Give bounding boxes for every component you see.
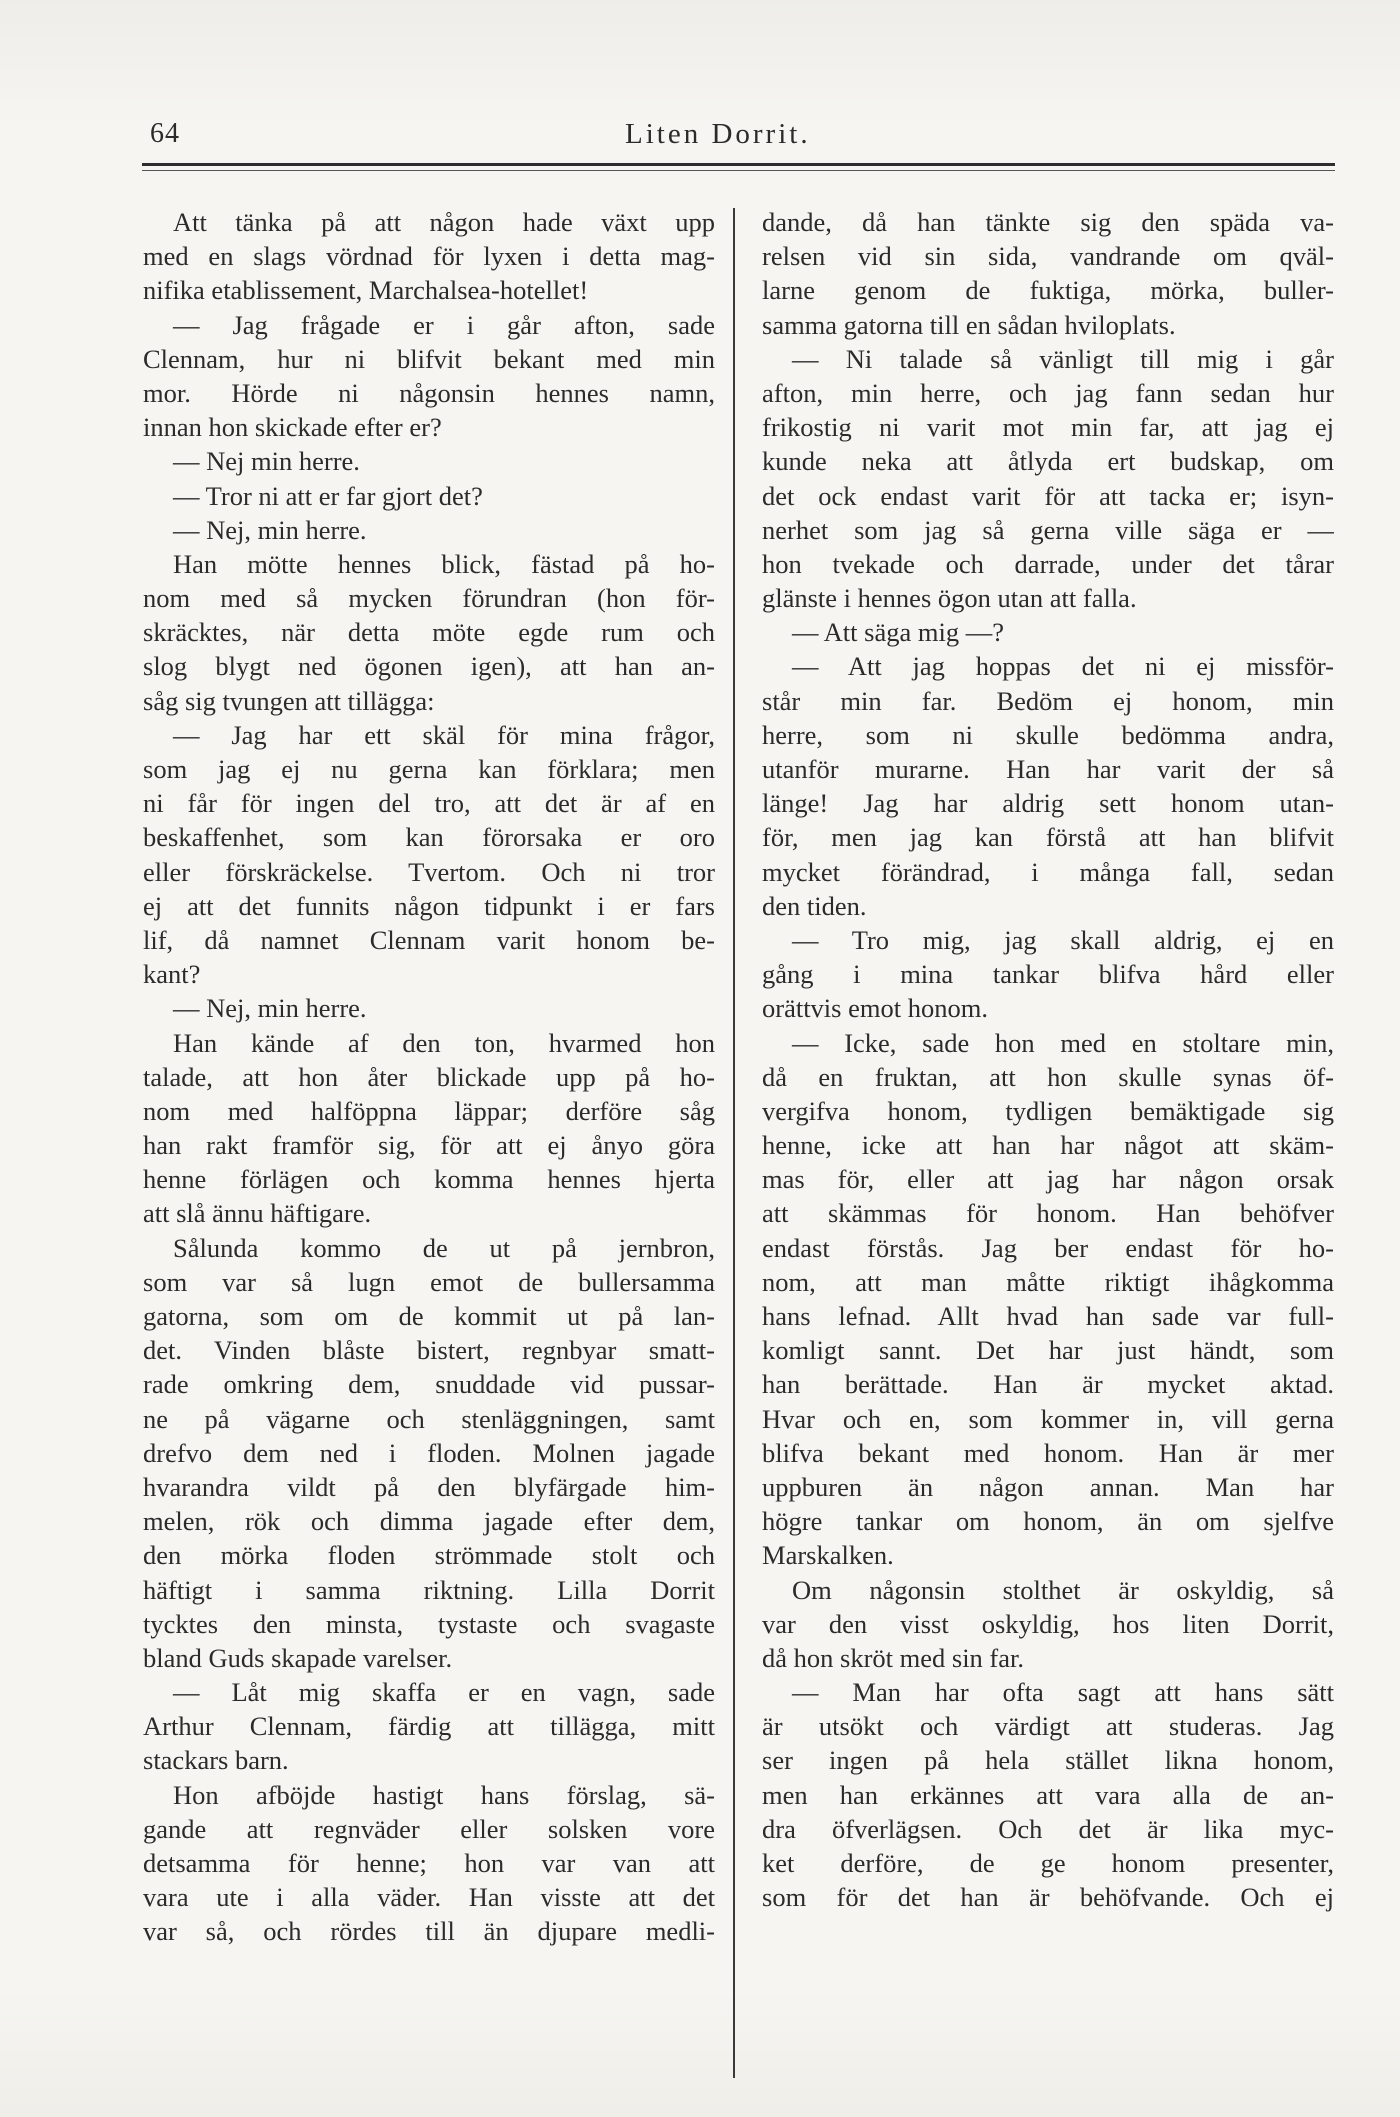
text-line: relsen vid sin sida, vandrande om qväl- bbox=[762, 241, 1334, 272]
text-line: — Ni talade så vänligt till mig i går bbox=[792, 343, 1334, 374]
text-line: som för det han är behöfvande. Och ej bbox=[762, 1882, 1334, 1913]
page-number: 64 bbox=[150, 118, 180, 149]
text-line: mor. Hörde ni någonsin hennes namn, bbox=[143, 377, 715, 408]
text-line: herre, som ni skulle bedömma andra, bbox=[762, 719, 1334, 750]
text-line: Hon afböjde hastigt hans förslag, sä- bbox=[173, 1779, 715, 1810]
text-line: står min far. Bedöm ej honom, min bbox=[762, 685, 1334, 716]
running-title: Liten Dorrit. bbox=[625, 118, 811, 150]
text-line: frikostig ni varit mot min far, att jag ej bbox=[762, 412, 1334, 443]
text-line: tycktes den minsta, tystaste och svagaste bbox=[143, 1608, 715, 1639]
text-line: han berättade. Han är mycket aktad. bbox=[762, 1369, 1334, 1400]
header-rule bbox=[142, 163, 1335, 166]
text-line: orättvis emot honom. bbox=[762, 993, 988, 1024]
text-line: henne, icke att han har något att skäm- bbox=[762, 1130, 1334, 1161]
text-line: mycket förändrad, i många fall, sedan bbox=[762, 856, 1334, 887]
column-divider bbox=[733, 208, 735, 2078]
text-line: eller förskräckelse. Tvertom. Och ni tror bbox=[143, 856, 715, 887]
text-line: Arthur Clennam, färdig att tillägga, mitt bbox=[143, 1711, 715, 1742]
text-line: det. Vinden blåste bistert, regnbyar smatt- bbox=[143, 1335, 715, 1366]
text-line: — Att jag hoppas det ni ej missför- bbox=[792, 651, 1334, 682]
text-line: den mörka floden strömmade stolt och bbox=[143, 1540, 715, 1571]
text-line: var den visst oskyldig, hos liten Dorrit, bbox=[762, 1608, 1334, 1639]
text-line: var så, och rördes till än djupare medli- bbox=[143, 1916, 715, 1947]
text-line: då hon skröt med sin far. bbox=[762, 1642, 1025, 1673]
text-line: som jag ej nu gerna kan förklara; men bbox=[143, 754, 715, 784]
text-line: utanför murarne. Han har varit der så bbox=[762, 754, 1334, 784]
text-line: — Nej min herre. bbox=[173, 446, 360, 477]
text-line: larne genom de fuktiga, mörka, buller- bbox=[762, 275, 1334, 306]
text-line: gande att regnväder eller solsken vore bbox=[143, 1813, 715, 1844]
text-line: — Tro mig, jag skall aldrig, ej en bbox=[792, 924, 1334, 955]
text-line: vara ute i alla väder. Han visste att det bbox=[143, 1882, 715, 1913]
text-line: hans lefnad. Allt hvad han sade var full- bbox=[762, 1301, 1334, 1331]
text-line: att skämmas för honom. Han behöfver bbox=[762, 1198, 1334, 1229]
text-line: skräcktes, när detta möte egde rum och bbox=[143, 617, 715, 648]
text-line: — Låt mig skaffa er en vagn, sade bbox=[173, 1677, 715, 1708]
text-line: länge! Jag har aldrig sett honom utan- bbox=[762, 788, 1334, 819]
text-line: stackars barn. bbox=[143, 1745, 289, 1776]
text-line: Att tänka på att någon hade växt upp bbox=[173, 207, 715, 237]
text-line: ket derföre, de ge honom presenter, bbox=[762, 1848, 1334, 1878]
text-line: den tiden. bbox=[762, 890, 867, 921]
page-header bbox=[150, 118, 1340, 158]
text-line: endast förstås. Jag ber endast för ho- bbox=[762, 1232, 1334, 1263]
text-line: — Icke, sade hon med en stoltare min, bbox=[792, 1027, 1334, 1058]
text-line: Sålunda kommo de ut på jernbron, bbox=[173, 1232, 715, 1263]
text-line: innan hon skickade efter er? bbox=[143, 412, 442, 443]
text-line: Han mötte hennes blick, fästad på ho- bbox=[173, 548, 715, 579]
text-line: nom, att man måtte riktigt ihågkomma bbox=[762, 1266, 1334, 1297]
text-line: komligt sannt. Det har just händt, som bbox=[762, 1335, 1334, 1366]
text-line: såg sig tvungen att tillägga: bbox=[143, 685, 435, 716]
text-line: med en slags vördnad för lyxen i detta mag- bbox=[143, 241, 715, 272]
text-line: Han kände af den ton, hvarmed hon bbox=[173, 1027, 715, 1058]
text-line: blifva bekant med honom. Han är mer bbox=[762, 1437, 1334, 1468]
text-line: dande, då han tänkte sig den späda va- bbox=[762, 207, 1334, 237]
text-line: Hvar och en, som kommer in, vill gerna bbox=[762, 1403, 1334, 1434]
text-line: häftigt i samma riktning. Lilla Dorrit bbox=[143, 1574, 715, 1605]
text-line: då en fruktan, att hon skulle synas öf- bbox=[762, 1061, 1334, 1092]
text-line: nom med så mycken förundran (hon för- bbox=[143, 583, 715, 614]
text-line: nifika etablissement, Marchalsea-hotellet! bbox=[143, 275, 589, 306]
text-line: dra öfverlägsen. Och det är lika myc- bbox=[762, 1813, 1334, 1844]
text-line: rade omkring dem, snuddade vid pussar- bbox=[143, 1369, 715, 1400]
text-line: drefvo dem ned i floden. Molnen jagade bbox=[143, 1437, 715, 1468]
text-line: nerhet som jag så gerna ville säga er — bbox=[762, 514, 1334, 545]
text-line: bland Guds skapade varelser. bbox=[143, 1642, 453, 1673]
text-line: är utsökt och värdigt att studeras. Jag bbox=[762, 1711, 1334, 1742]
text-line: ne på vägarne och stenläggningen, samt bbox=[143, 1403, 715, 1434]
text-line: det ock endast varit för att tacka er; isyn- bbox=[762, 480, 1334, 511]
text-line: mas för, eller att jag har någon orsak bbox=[762, 1164, 1334, 1195]
text-line: högre tankar om honom, än om sjelfve bbox=[762, 1506, 1334, 1537]
text-line: melen, rök och dimma jagade efter dem, bbox=[143, 1506, 715, 1537]
text-line: glänste i hennes ögon utan att falla. bbox=[762, 583, 1137, 614]
text-line: afton, min herre, och jag fann sedan hur bbox=[762, 377, 1334, 408]
text-line: talade, att hon åter blickade upp på ho- bbox=[143, 1061, 715, 1092]
text-line: Clennam, hur ni blifvit bekant med min bbox=[143, 343, 715, 374]
text-line: han rakt framför sig, för att ej ånyo göra bbox=[143, 1130, 715, 1161]
text-line: uppburen än någon annan. Man har bbox=[762, 1471, 1334, 1502]
text-line: kant? bbox=[143, 959, 201, 990]
text-line: Om någonsin stolthet är oskyldig, så bbox=[792, 1574, 1334, 1605]
text-line: kunde neka att åtlyda ert budskap, om bbox=[762, 446, 1334, 477]
header-rule-thin bbox=[142, 170, 1335, 171]
text-line: för, men jag kan förstå att han blifvit bbox=[762, 822, 1334, 853]
text-line: att slå ännu häftigare. bbox=[143, 1198, 372, 1229]
text-line: — Nej, min herre. bbox=[173, 993, 367, 1024]
text-line: beskaffenhet, som kan förorsaka er oro bbox=[143, 822, 715, 853]
text-line: men han erkännes att vara alla de an- bbox=[762, 1779, 1334, 1810]
text-line: som var så lugn emot de bullersamma bbox=[143, 1266, 715, 1297]
text-line: — Nej, min herre. bbox=[173, 514, 367, 545]
text-line: — Jag har ett skäl för mina frågor, bbox=[173, 719, 715, 750]
text-line: lif, då namnet Clennam varit honom be- bbox=[143, 924, 715, 955]
right-column bbox=[762, 205, 1334, 1914]
text-line: ej att det funnits någon tidpunkt i er fars bbox=[143, 890, 715, 921]
text-line: — Man har ofta sagt att hans sätt bbox=[792, 1677, 1334, 1708]
text-line: ser ingen på hela stället likna honom, bbox=[762, 1745, 1334, 1776]
text-line: gång i mina tankar blifva hård eller bbox=[762, 959, 1334, 990]
text-line: — Tror ni att er far gjort det? bbox=[173, 480, 483, 511]
text-line: gatorna, som om de kommit ut på lan- bbox=[143, 1301, 715, 1331]
text-line: — Att säga mig —? bbox=[792, 617, 1004, 648]
text-line: ni får för ingen del tro, att det är af en bbox=[143, 788, 715, 819]
text-line: Marskalken. bbox=[762, 1540, 894, 1571]
text-line: samma gatorna till en sådan hviloplats. bbox=[762, 309, 1176, 340]
text-line: slog blygt ned ögonen igen), att han an- bbox=[143, 651, 715, 682]
text-line: detsamma för henne; hon var van att bbox=[143, 1848, 715, 1878]
text-line: hvarandra vildt på den blyfärgade him- bbox=[143, 1471, 715, 1502]
text-line: vergifva honom, tydligen bemäktigade sig bbox=[762, 1095, 1334, 1126]
left-column bbox=[143, 205, 715, 1949]
text-line: nom med halföppna läppar; derföre såg bbox=[143, 1095, 715, 1126]
text-line: — Jag frågade er i går afton, sade bbox=[173, 309, 715, 340]
text-line: henne förlägen och komma hennes hjerta bbox=[143, 1164, 715, 1195]
text-line: hon tvekade och darrade, under det tårar bbox=[762, 548, 1334, 579]
